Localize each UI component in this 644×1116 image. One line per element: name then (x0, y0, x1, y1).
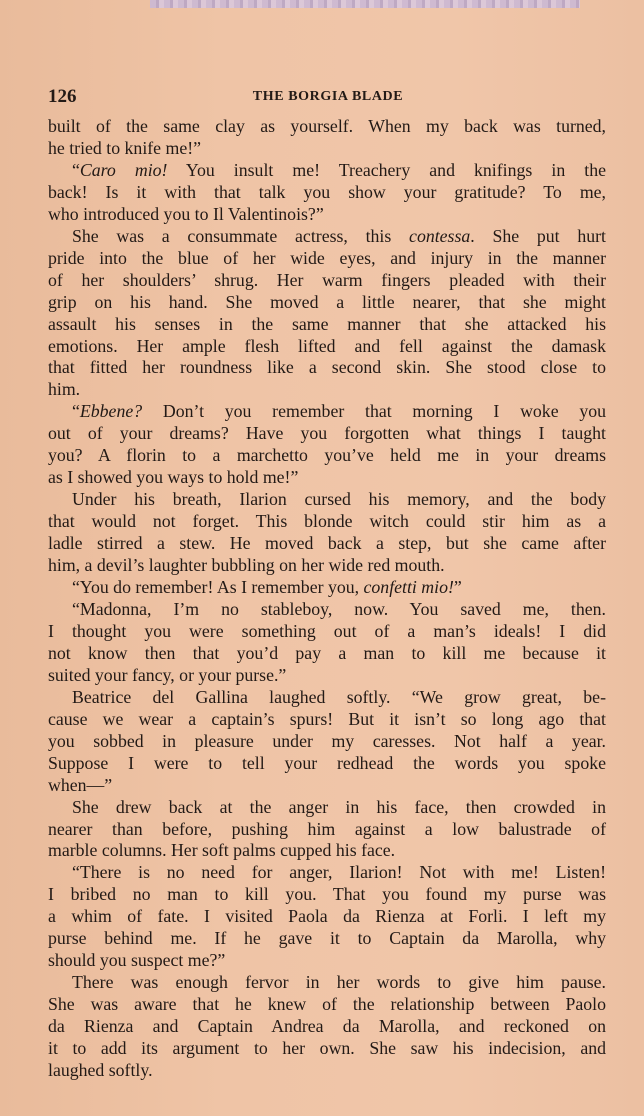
text-line: a whim of fate. I visited Paola da Rienza at Forli. I left my (48, 906, 606, 927)
text-line: pride into the blue of her wide eyes, and injury in the manner (48, 247, 606, 268)
text-line: “You do remember! As I remember you, confetti mio!” (72, 577, 462, 598)
text-line: ladle stirred a stew. He moved back a step, but she came after (48, 533, 606, 554)
text-line: Under his breath, Ilarion cursed his memory, and the body (72, 489, 606, 510)
text-line: assault his senses in the same manner that she attacked his (48, 313, 606, 334)
text-line: that fitted her roundness like a second skin. She stood close to (48, 357, 606, 378)
text-line: who introduced you to Il Valentinois?” (48, 203, 324, 224)
text-line: that would not forget. This blonde witch could stir him as a (48, 511, 606, 532)
text-line: you sobbed in pleasure under my caresses. Not half a year. (48, 730, 606, 751)
text-line: nearer than before, pushing him against a low balustrade of (48, 818, 606, 839)
text-line: should you suspect me?” (48, 950, 226, 971)
text-line: Beatrice del Gallina laughed softly. “We grow great, be- (72, 686, 606, 707)
text-line: I bribed no man to kill you. That you found my purse was (48, 884, 606, 905)
text-line: “Caro mio! You insult me! Treachery and knifings in the (72, 159, 606, 180)
text-line: emotions. Her ample flesh lifted and fell against the damask (48, 335, 606, 356)
text-line: marble columns. Her soft palms cupped his face. (48, 840, 396, 861)
text-line: “Ebbene? Don’t you remember that morning I woke you (72, 401, 606, 422)
text-line: it to add its argument to her own. She saw his indecision, and (48, 1038, 606, 1059)
running-title: THE BORGIA BLADE (252, 89, 404, 104)
text-line: suited your fancy, or your purse.” (48, 664, 287, 685)
text-line: cause we wear a captain’s spurs! But it isn’t so long ago that (48, 708, 606, 729)
text-line: out of your dreams? Have you forgotten what things I taught (48, 423, 606, 444)
paragraph (48, 577, 606, 599)
paragraph (48, 489, 606, 577)
text-line: him, a devil’s laughter bubbling on her wide red mouth. (48, 555, 445, 576)
text-line: There was enough fervor in her words to give him pause. (72, 972, 606, 993)
text-line: when—” (48, 774, 113, 795)
text-line: grip on his hand. She moved a little nearer, that she might (48, 291, 606, 312)
paragraph (48, 797, 606, 863)
paragraph (48, 226, 606, 402)
paragraph (48, 972, 606, 1082)
page-top-strip (150, 0, 580, 8)
text-line: da Rienza and Captain Andrea da Marolla, and reckoned on (48, 1016, 606, 1037)
text-line: She drew back at the anger in his face, then crowded in (72, 796, 606, 817)
text-line: Suppose I were to tell your redhead the words you spoke (48, 752, 606, 773)
text-line: built of the same clay as yourself. When my back was turned, (48, 116, 606, 136)
text-line: not know then that you’d pay a man to kill me because it (48, 642, 606, 663)
page-header (48, 86, 608, 110)
body-text (48, 116, 606, 1082)
text-line: “There is no need for anger, Ilarion! Not with me! Listen! (72, 862, 606, 883)
text-line: She was a consummate actress, this contessa. She put hurt (72, 225, 606, 246)
page-number: 126 (48, 86, 77, 107)
text-line: back! Is it with that talk you show your gratitude? To me, (48, 181, 606, 202)
text-line: as I showed you ways to hold me!” (48, 467, 299, 488)
paragraph (48, 862, 606, 972)
text-line: purse behind me. If he gave it to Captain da Marolla, why (48, 928, 606, 949)
text-line: of her shoulders’ shrug. Her warm fingers pleaded with their (48, 269, 606, 290)
text-line: laughed softly. (48, 1059, 153, 1080)
text-line: he tried to knife me!” (48, 137, 202, 158)
paragraph (48, 116, 606, 160)
text-line: you? A florin to a marchetto you’ve held me in your dreams (48, 445, 606, 466)
text-line: She was aware that he knew of the relationship between Paolo (48, 994, 606, 1015)
paragraph (48, 401, 606, 489)
paragraph (48, 160, 606, 226)
paragraph (48, 687, 606, 797)
paragraph (48, 599, 606, 687)
text-line: I thought you were something out of a man’s ideals! I did (48, 620, 606, 641)
text-line: him. (48, 379, 81, 400)
text-line: “Madonna, I’m no stableboy, now. You saved me, then. (72, 598, 606, 619)
